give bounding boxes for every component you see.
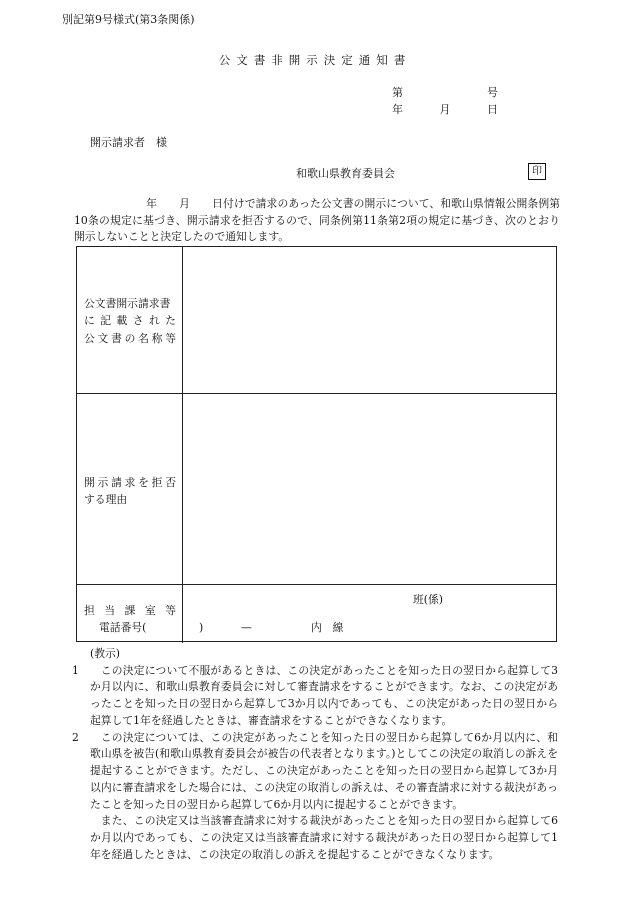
number-suffix: 号 [487, 86, 498, 99]
label-line: する理由 [84, 493, 128, 507]
label-cell [77, 247, 183, 393]
decision-table [76, 246, 557, 642]
label-cell [77, 394, 183, 584]
document-date-row [392, 102, 498, 118]
table-row-refusal-reason [77, 394, 556, 585]
note-text-continued: また、この決定又は当該審査請求に対する裁決があったことを知った日の翌日から起算して6か月以内であっても、この決定又は当該審査請求に対する裁決があった日の翌日から起算して1年を経過したときは、この決定の取消しの訴えを提起することができなくなります。 [90, 814, 558, 861]
document-number-row [392, 85, 498, 101]
date-day: 日 [487, 103, 498, 116]
issuer-name: 和歌山県教育委員会 [296, 167, 395, 180]
note-item [74, 663, 558, 730]
date-month: 月 [439, 103, 451, 116]
intro-paragraph [74, 196, 560, 246]
section-label: 班(係) [413, 593, 444, 606]
notes-heading: (教示) [90, 647, 121, 660]
note-text: この決定について不服があるときは、この決定があったことを知った日の翌日から起算して3か月以内に、和歌山県教育委員会に対して審査請求をすることができます。なお、この決定があったことを知った日の翌日から起算して3か月以内であっても、この決定があった日の翌日から起算して1年を経過したときは、審査請求をすることができなくなります。 [90, 663, 558, 727]
table-row-document-name [77, 247, 556, 394]
seal-mark: 印 [528, 163, 546, 180]
note-number: 2 [72, 730, 79, 744]
label-line: 担 当 課 室 等 [84, 604, 176, 617]
phone-close: ) [199, 621, 204, 634]
phone-label: 電話番号( [99, 621, 147, 634]
label-line: 公文書開示請求書 [84, 297, 171, 310]
table-row-department [77, 585, 556, 643]
intro-year: 年 [146, 197, 157, 210]
label-line: 開 示 請 求 を 拒 否 [84, 476, 176, 489]
note-text: この決定については、この決定があったことを知った日の翌日から起算して6か月以内に、和歌山県を被告(和歌山県教育委員会が被告の代表者となります。)としてこの決定の取消しの訴えを提起することができます。ただし、この決定があったことを知った日の翌日から起算して3か月以内に審査請求をした場合には、この決定の取消しの訴えは、その審査請求に対する裁決があったことを知った日の翌日から起算して6か月以内に提起することができます。 [90, 730, 558, 811]
note-item [74, 730, 558, 864]
form-number: 別記第9号様式(第3条関係) [62, 13, 195, 26]
requester-line: 開示請求者 様 [90, 136, 167, 149]
label-line: 公 文 書 の 名 称 等 [84, 331, 176, 345]
date-year: 年 [392, 103, 403, 116]
note-number: 1 [72, 663, 79, 677]
intro-month: 月 [179, 197, 190, 210]
instruction-notes [74, 646, 558, 864]
label-line: に 記 載 さ れ た [84, 314, 176, 328]
phone-dash: — [241, 621, 252, 634]
document-title: 公文書非開示決定通知書 [218, 53, 412, 67]
extension-label: 内 線 [311, 621, 344, 634]
number-prefix: 第 [392, 86, 403, 99]
intro-text: 日付けで請求のあった公文書の開示について、和歌山県情報公開条例第10条の規定に基づき、開示請求を拒否するので、同条例第11条第2項の規定に基づき、次のとおり開示しないことと決定したので通知します。 [74, 197, 561, 244]
